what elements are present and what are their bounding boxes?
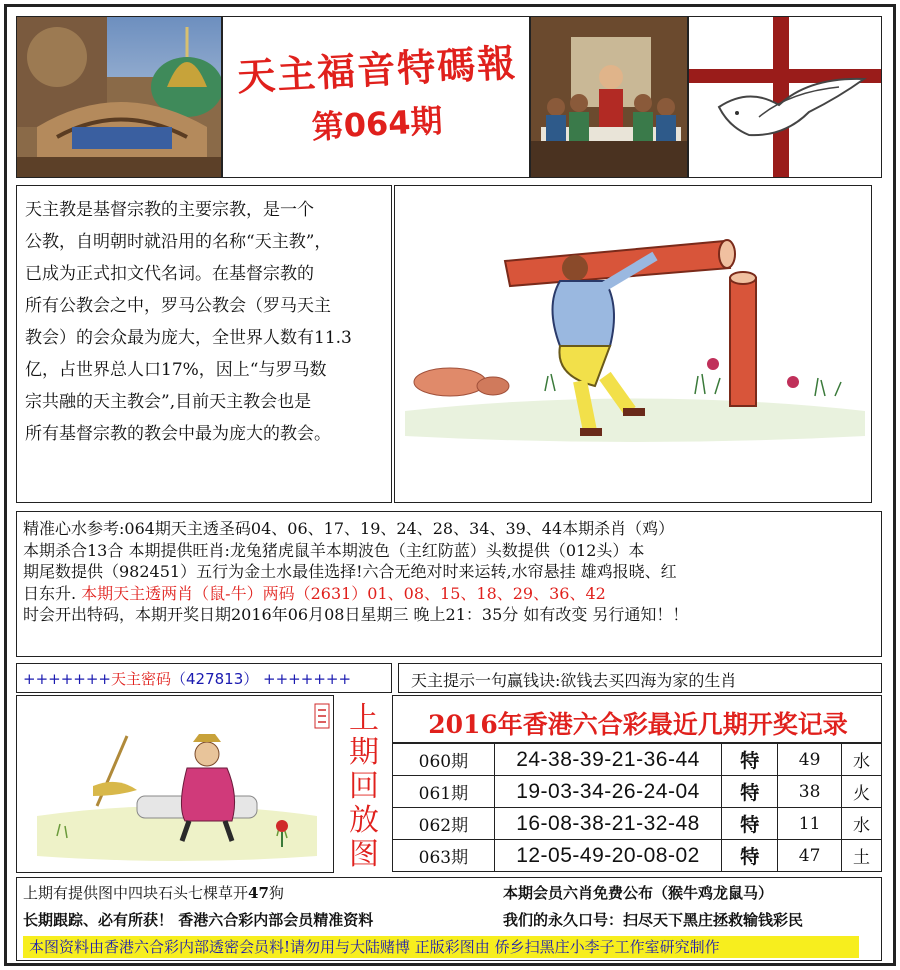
- footer-banner: 本图资料由香港六合彩内部透密会员料!请勿用与大陆赌博 正版彩图由 侨乡扫黑庄小李子工作室研究制作: [23, 936, 859, 958]
- record-element: 火: [842, 776, 882, 808]
- record-te-label: 特: [722, 840, 778, 872]
- replay-label: [336, 702, 392, 872]
- replay-char: 回: [349, 769, 379, 804]
- record-special: 49: [778, 744, 842, 776]
- hint-box: [398, 663, 882, 693]
- table-row: [393, 808, 882, 840]
- last-supper-painting: [530, 16, 688, 178]
- record-special: 47: [778, 840, 842, 872]
- intro-line: 亿，占世界总人口17%，因上“与罗马数: [25, 360, 327, 380]
- secret-code: [23, 668, 351, 689]
- notes-line4-black: 日东升.: [23, 583, 77, 603]
- replay-char: 放: [349, 803, 379, 838]
- record-te-label: 特: [722, 744, 778, 776]
- draw-records-title-box: [392, 695, 882, 743]
- record-te-label: 特: [722, 776, 778, 808]
- footer-line-1-left: [23, 882, 284, 903]
- table-row: [393, 840, 882, 872]
- intro-line: 公教，自明朝时就沿用的名称“天主教”，: [25, 232, 332, 252]
- intro-text: [25, 194, 389, 450]
- secret-plus-right: +++++++: [263, 670, 352, 688]
- prediction-notes-box: [16, 511, 882, 657]
- record-numbers: 12-05-49-20-08-02: [494, 840, 721, 872]
- secret-code-box: [16, 663, 392, 693]
- intro-line: 教会）的会众最为庞大，全世界人数有11.3: [25, 328, 352, 348]
- intro-line: 所有基督宗教的教会中最为庞大的教会。: [25, 424, 331, 444]
- issue-number: 第064期: [310, 101, 444, 147]
- intro-line: 天主教是基督宗教的主要宗教，是一个: [25, 200, 314, 220]
- notes-highlight-red: 本期天主透两肖（鼠-牛）两码（2631）01、08、15、18、29、36、42: [76, 583, 606, 603]
- record-period: 063期: [393, 840, 495, 872]
- footer-line-2-right: 我们的永久口号：扫尽天下黑庄拯救输钱彩民: [503, 911, 804, 929]
- intro-text-box: [16, 185, 392, 503]
- page-title: 天主福音特碼報: [236, 40, 519, 100]
- record-te-label: 特: [722, 808, 778, 840]
- record-period: 060期: [393, 744, 495, 776]
- record-element: 水: [842, 808, 882, 840]
- record-special: 11: [778, 808, 842, 840]
- footer-number: 47: [248, 884, 269, 902]
- notes-line: 本期杀合13合 本期提供旺肖:龙兔猪虎鼠羊本期波色（主红防蓝）头数提供（012头）本: [23, 540, 645, 560]
- title-panel: [222, 16, 530, 178]
- draw-records-table: [392, 743, 882, 872]
- record-element: 水: [842, 744, 882, 776]
- table-row: [393, 776, 882, 808]
- replay-char: 期: [349, 735, 379, 770]
- secret-label: 天主密码: [110, 670, 171, 688]
- intro-line: 已成为正式扣文代名词。在基督宗教的: [25, 264, 314, 284]
- footer-line-1-right: 本期会员六肖免费公布（猴牛鸡龙鼠马）: [503, 884, 774, 902]
- cross-bearer-illustration: [394, 185, 872, 503]
- footer-text: 狗: [268, 884, 284, 902]
- replay-char: 上: [349, 701, 379, 736]
- record-numbers: 19-03-34-26-24-04: [494, 776, 721, 808]
- intro-line: 所有公教会之中，罗马公教会（罗马天主: [25, 296, 331, 316]
- prediction-notes: [23, 518, 879, 626]
- church-photo: [16, 16, 222, 178]
- record-numbers: 16-08-38-21-32-48: [494, 808, 721, 840]
- record-period: 061期: [393, 776, 495, 808]
- secret-code-value: （427813）: [171, 670, 259, 688]
- record-element: 土: [842, 840, 882, 872]
- notes-line: 精准心水参考:064期天主透圣码04、06、17、19、24、28、34、39、44本期杀肖（鸡）: [23, 519, 675, 538]
- footer-text: 上期有提供图中四块石头七棵草开: [23, 884, 249, 902]
- notes-line: 时会开出特码，本期开奖日期2016年06月08日星期三 晚上21：35分 如有改变 另行通知！！: [23, 605, 689, 624]
- table-row: [393, 744, 882, 776]
- cross-dove-image: [688, 16, 882, 178]
- record-special: 38: [778, 776, 842, 808]
- secret-plus-left: +++++++: [23, 670, 111, 688]
- footer-line-2-left: 长期跟踪、必有所获！ 香港六合彩内部会员精准资料: [23, 911, 374, 929]
- notes-line: [23, 583, 879, 605]
- notes-line: 期尾数提供（982451）五行为金土水最佳选择!六合无绝对时来运转,水帘悬挂 雄鸡报晓、红: [23, 562, 677, 581]
- draw-records-title: 2016年香港六合彩最近几期开奖记录: [428, 710, 848, 739]
- record-period: 062期: [393, 808, 495, 840]
- footer-box: [16, 877, 882, 961]
- hint-text: 天主提示一句赢钱诀:欲钱去买四海为家的生肖: [411, 671, 737, 690]
- intro-line: 宗共融的天主教会”,目前天主教会也是: [25, 392, 312, 412]
- last-issue-image: [16, 695, 334, 873]
- record-numbers: 24-38-39-21-36-44: [494, 744, 721, 776]
- replay-char: 图: [349, 837, 379, 872]
